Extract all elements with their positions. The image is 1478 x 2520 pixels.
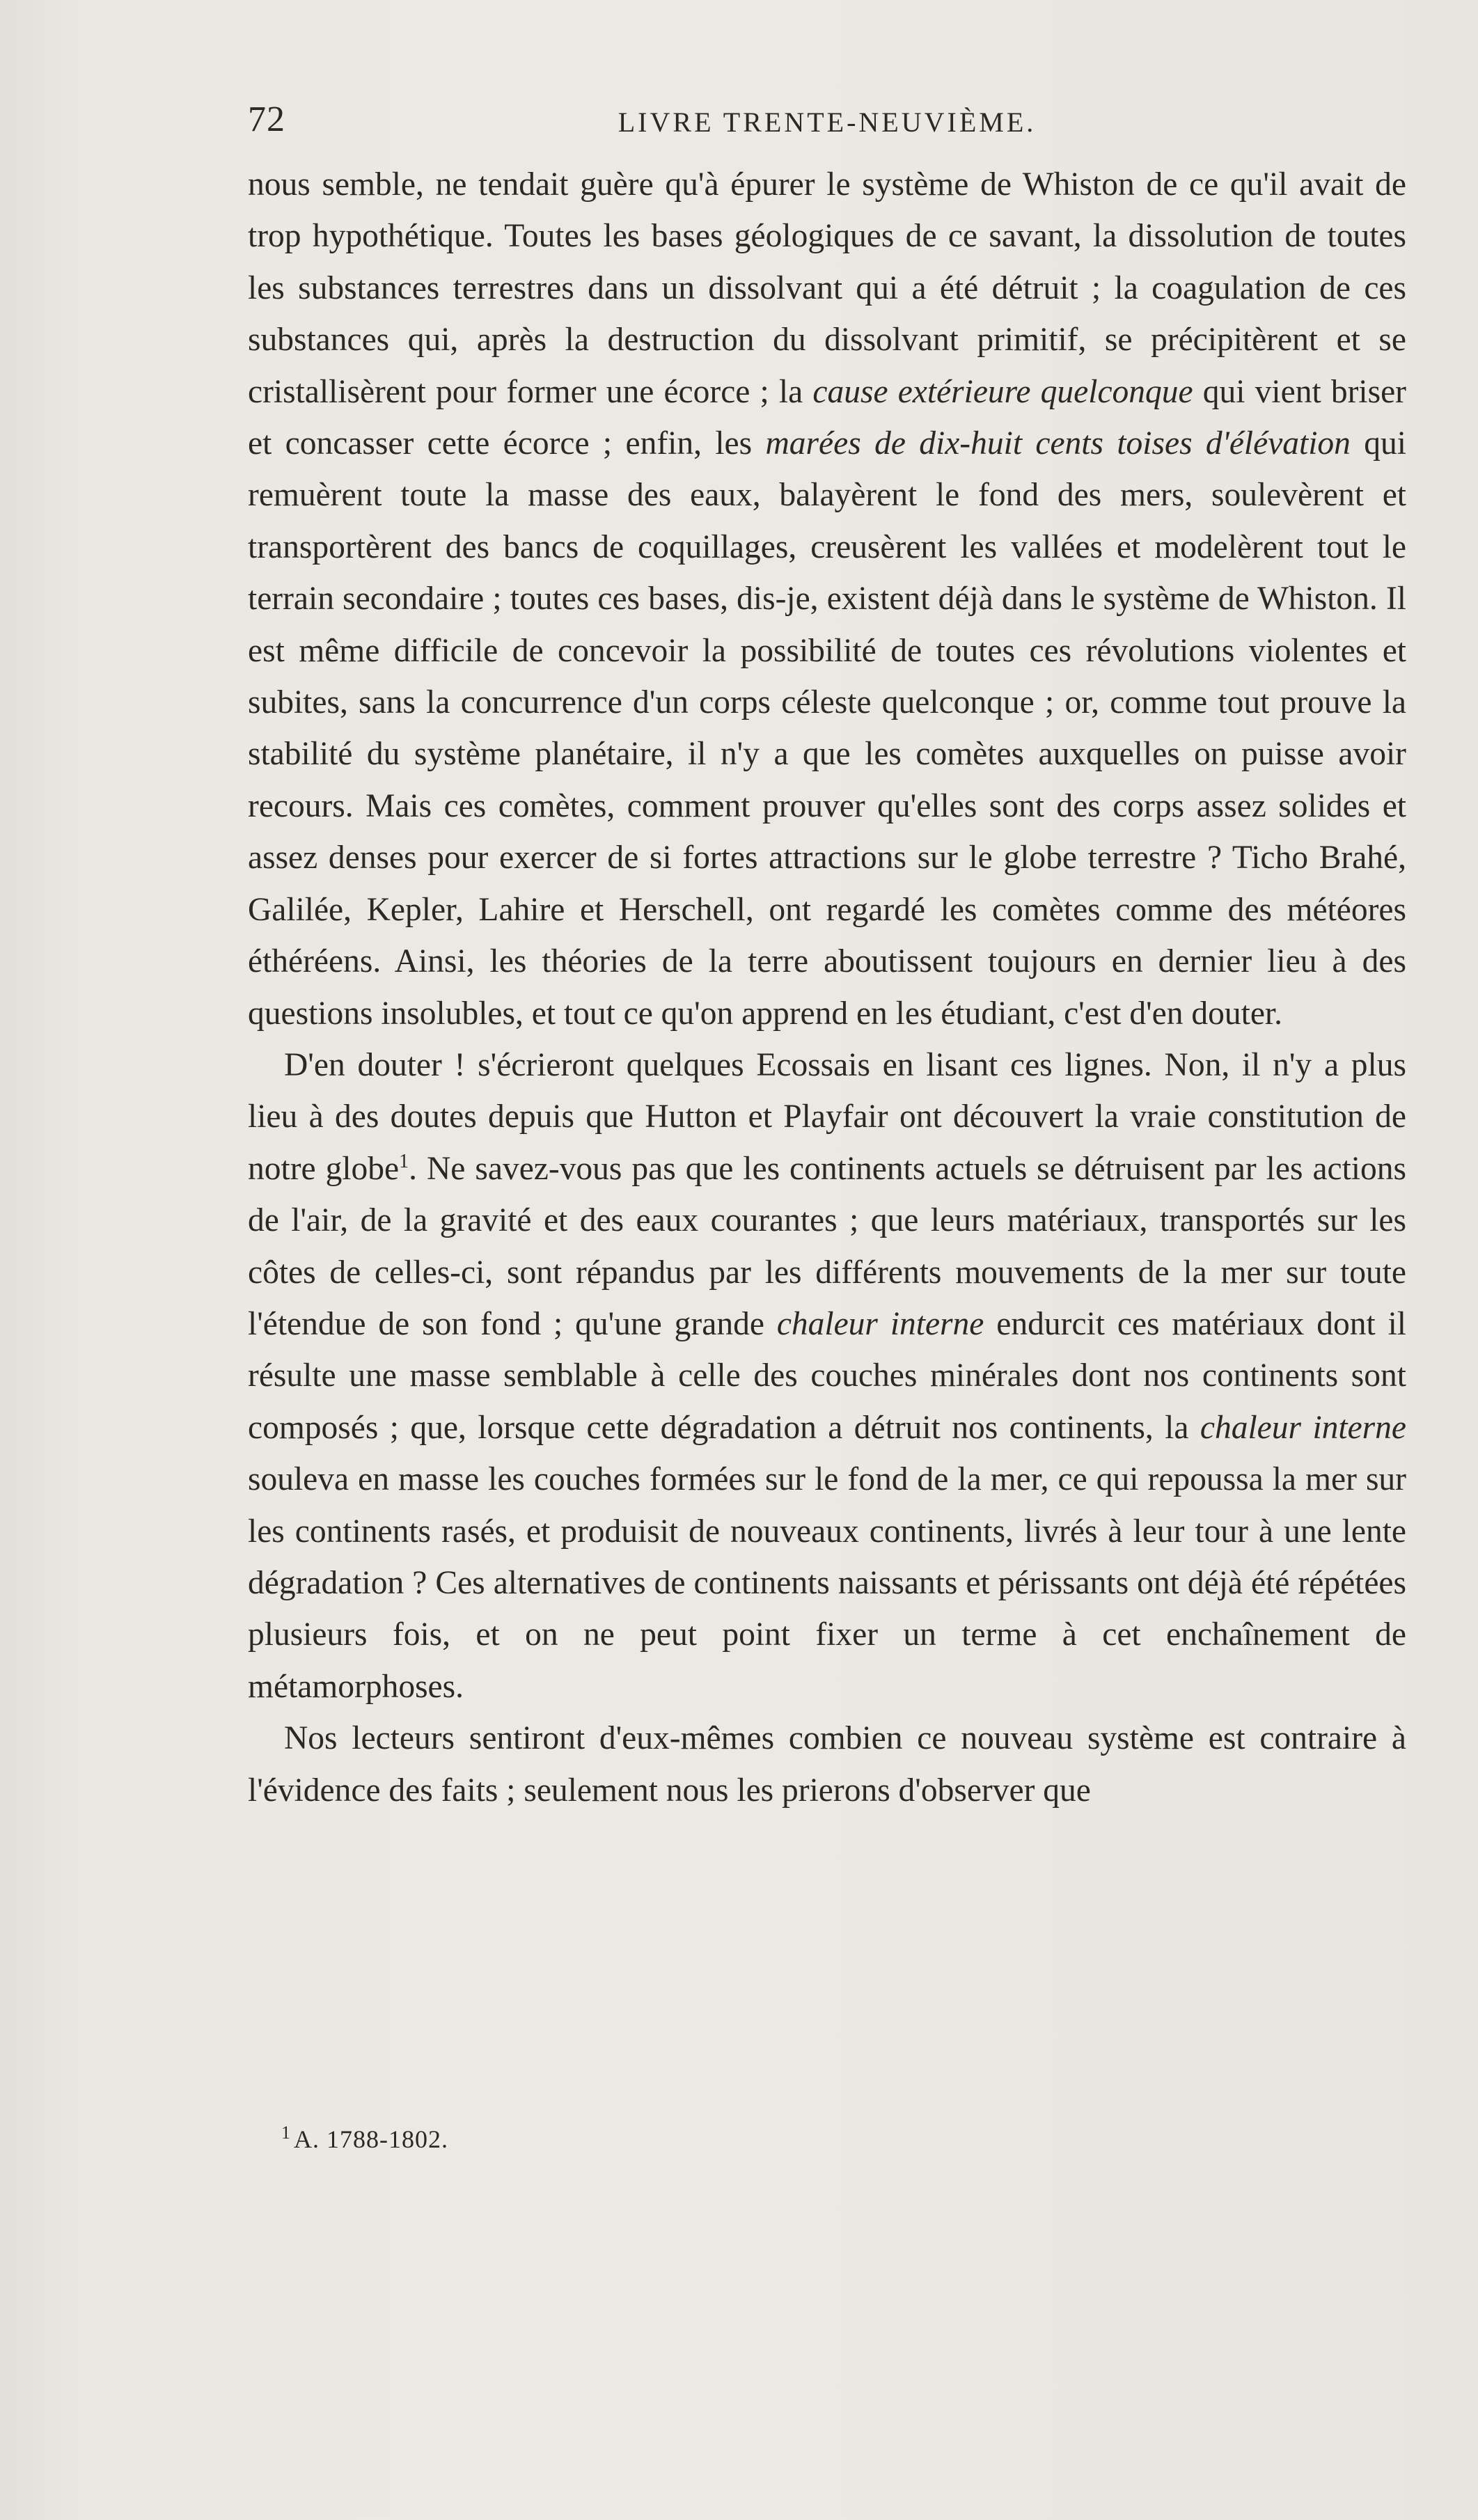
text-segment: endurcit ces matériaux dont il résulte une masse semblable à celle des couches minérales dont nos continents sont composés ; que, lorsque cette dégradation a détruit nos continents, la — [248, 1305, 1406, 1446]
italic-phrase: chaleur interne — [776, 1305, 984, 1342]
footnote-text: A. 1788-1802. — [294, 2125, 448, 2153]
paragraph-2 — [248, 1039, 1406, 1712]
italic-phrase: chaleur interne — [1200, 1409, 1406, 1446]
text-segment: nous semble, ne tendait guère qu'à épurer le système de Whiston de ce qu'il avait de trop hypothétique. Toutes les bases géologiques de ce savant, la dissolution de toutes les substances terrestres dans un dissolvant qui a été détruit ; la coagulation de ces substances qui, après la destruction du dissolvant primitif, se précipitèrent et se cristallisèrent pour former une écorce ; la — [248, 166, 1406, 410]
running-head — [248, 99, 1406, 141]
running-title: LIVRE TRENTE-NEUVIÈME. — [618, 107, 1037, 138]
italic-phrase: cause extérieure quelconque — [812, 373, 1193, 410]
footnote — [281, 2125, 448, 2154]
paragraph-1 — [248, 159, 1406, 1039]
text-segment: . Ne savez-vous pas que les continents actuels se détruisent par les actions de l'air, de la gravité et des eaux courantes ; que leurs matériaux, transportés sur les côtes de celles-ci, sont répandus par les différents mouvements de la mer sur toute l'étendue de son fond ; qu'une grande — [248, 1150, 1406, 1342]
body-text — [248, 159, 1406, 1816]
text-segment: qui remuèrent toute la masse des eaux, balayèrent le fond des mers, soulevèrent et transportèrent des bancs de coquillages, creusèrent les vallées et modelèrent tout le terrain secondaire ; toutes ces bases, dis-je, existent déjà dans le système de Whiston. Il est même difficile de concevoir la possibilité de toutes ces révolutions violentes et subites, sans la concurrence d'un corps céleste quelconque ; or, comme tout prouve la stabilité du système planétaire, il n'y a que les comètes auxquelles on puisse avoir recours. Mais ces comètes, comment prouver qu'elles sont des corps assez solides et assez denses pour exercer de si fortes attractions sur le globe terrestre ? Ticho Brahé, Galilée, Kepler, Lahire et Herschell, ont regardé les comètes comme des météores éthéréens. Ainsi, les théories de la terre aboutissent toujours en dernier lieu à des questions insolubles, et tout ce qu'on apprend en les étudiant, c'est d'en douter. — [248, 425, 1407, 1032]
text-segment: souleva en masse les couches formées sur le fond de la mer, ce qui repoussa la mer sur les continents rasés, et produisit de nouveaux continents, livrés à leur tour à une lente dégradation ? Ces alternatives de continents naissants et périssants ont déjà été répétées plusieurs fois, et on ne peut point fixer un terme à cet enchaînement de métamorphoses. — [248, 1461, 1406, 1705]
footnote-mark: 1 — [281, 2123, 291, 2143]
text-segment: qui vient briser et concasser cette écorce ; enfin, les — [248, 373, 1406, 462]
italic-phrase: marées de dix-huit cents toises d'élévation — [765, 425, 1351, 462]
paragraph-3: Nos lecteurs sentiront d'eux-mêmes combien ce nouveau système est contraire à l'évidence des faits ; seulement nous les prierons d'observer que — [248, 1720, 1406, 1809]
footnote-reference: 1 — [399, 1150, 409, 1172]
text-segment: D'en douter ! s'écrieront quelques Ecossais en lisant ces lignes. Non, il n'y a plus lieu à des doutes depuis que Hutton et Playfair ont découvert la vraie constitution de notre globe — [248, 1046, 1406, 1187]
page-number: 72 — [248, 100, 285, 139]
